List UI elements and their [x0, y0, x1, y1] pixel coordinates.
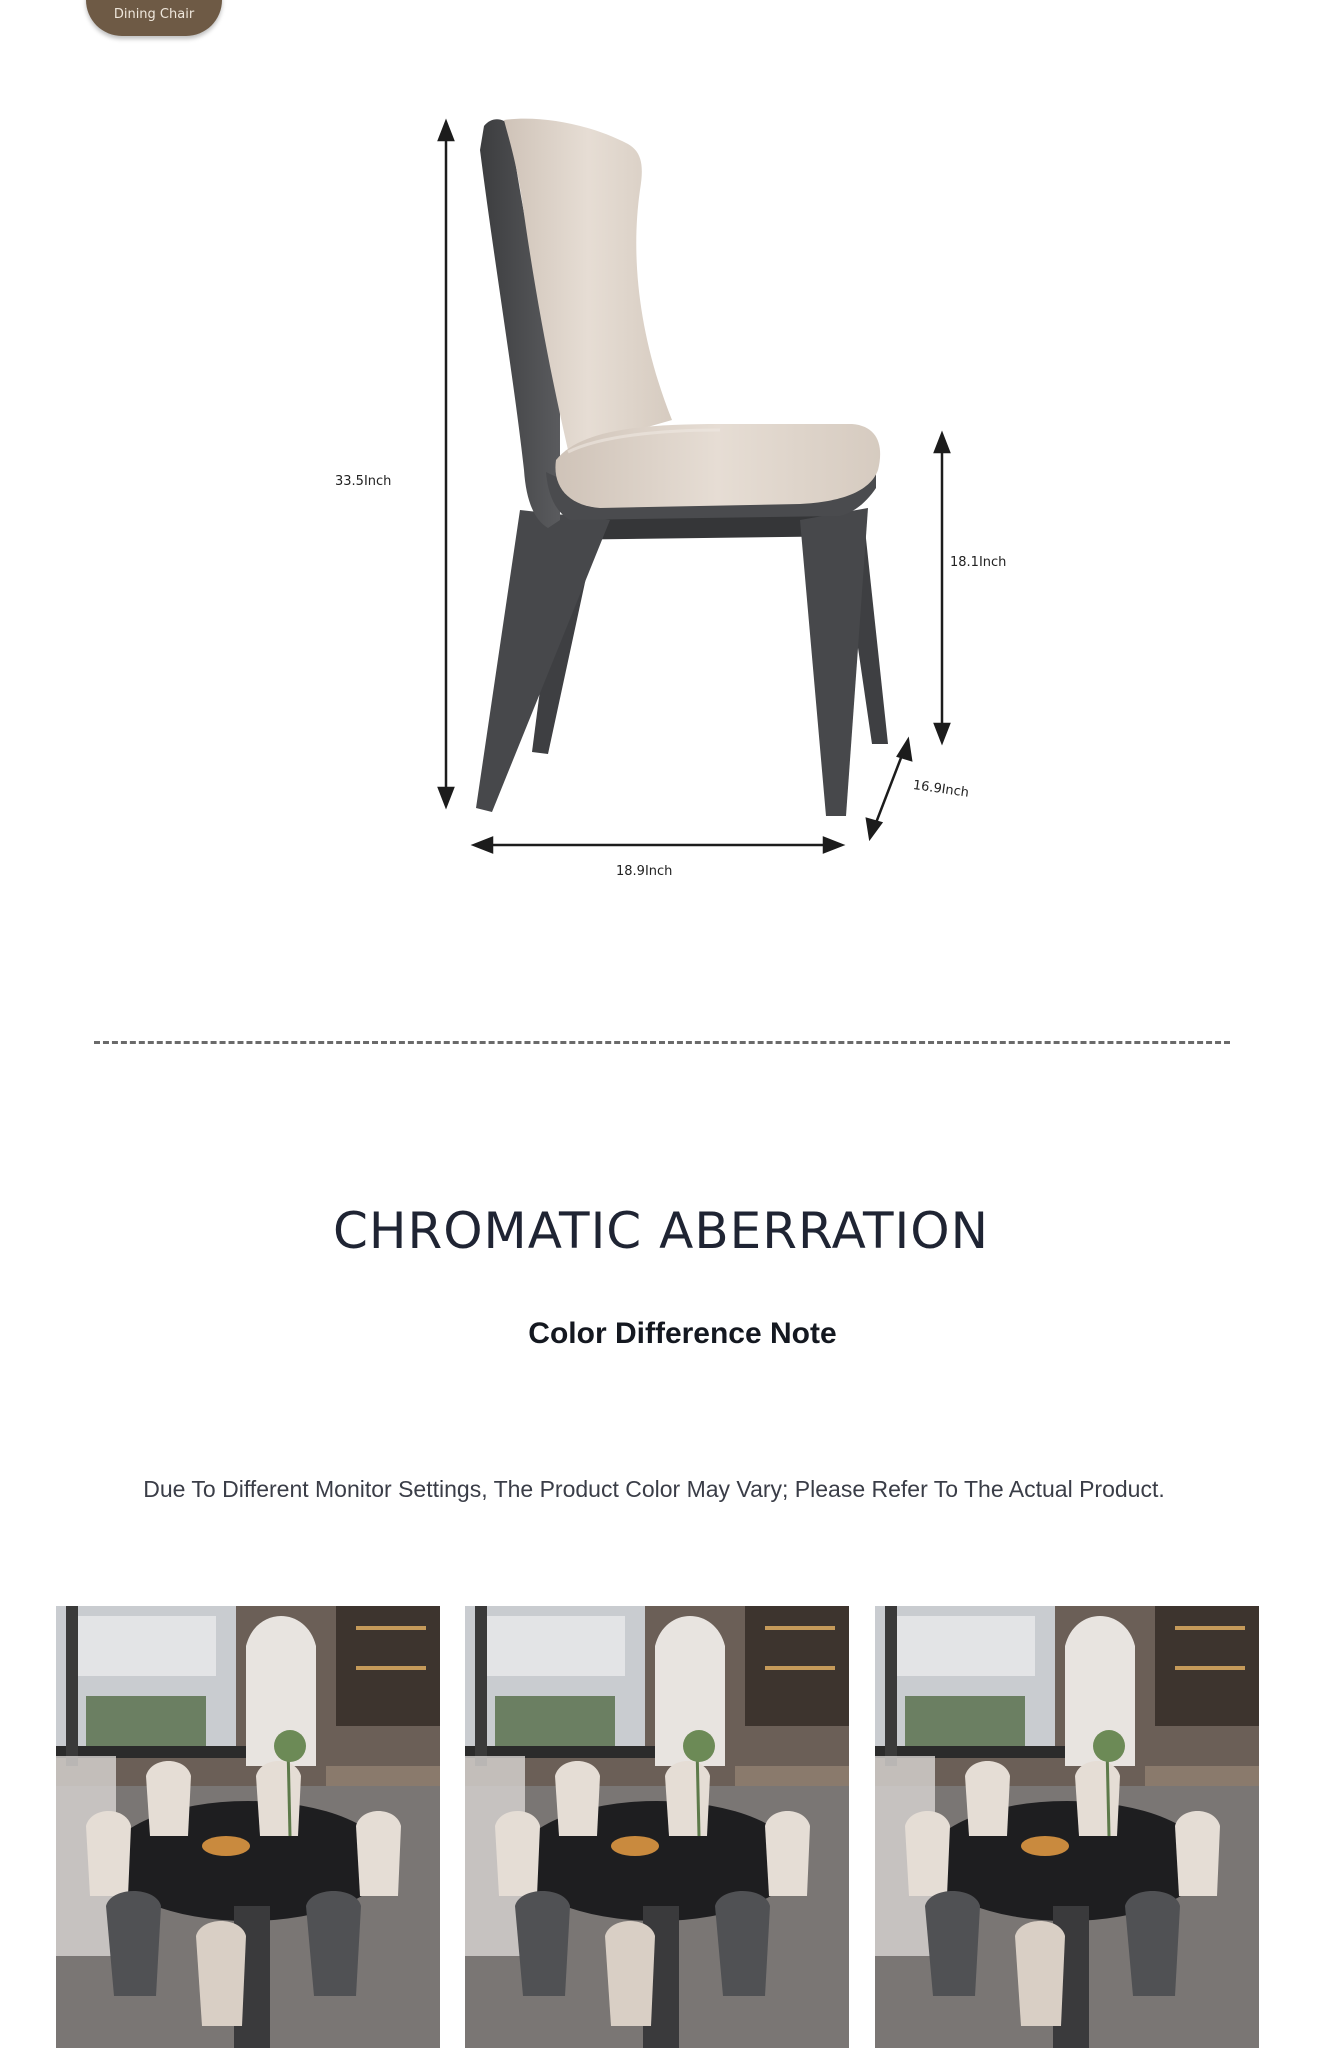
dining-room-photo-1 — [56, 1606, 440, 2048]
width-dimension-label: 18.9Inch — [616, 864, 673, 879]
section-headline: CHROMATIC ABERRATION — [332, 1202, 990, 1260]
category-badge-label: Dining Chair — [113, 7, 195, 22]
chair-illustration — [0, 0, 1322, 920]
dining-room-photo-3 — [875, 1606, 1259, 2048]
height-dimension-label: 33.5Inch — [335, 474, 392, 489]
depth-dimension-label: 16.9Inch — [911, 778, 970, 801]
dining-room-photo-2 — [465, 1606, 849, 2048]
seat-height-dimension-label: 18.1Inch — [950, 555, 1007, 570]
color-difference-note: Due To Different Monitor Settings, The Product Color May Vary; Please Refer To The Actual Product. — [143, 1476, 1165, 1502]
dashed-divider — [94, 1041, 1230, 1044]
chair-dimension-diagram — [0, 0, 1322, 920]
section-subheading: Color Difference Note — [528, 1317, 837, 1350]
